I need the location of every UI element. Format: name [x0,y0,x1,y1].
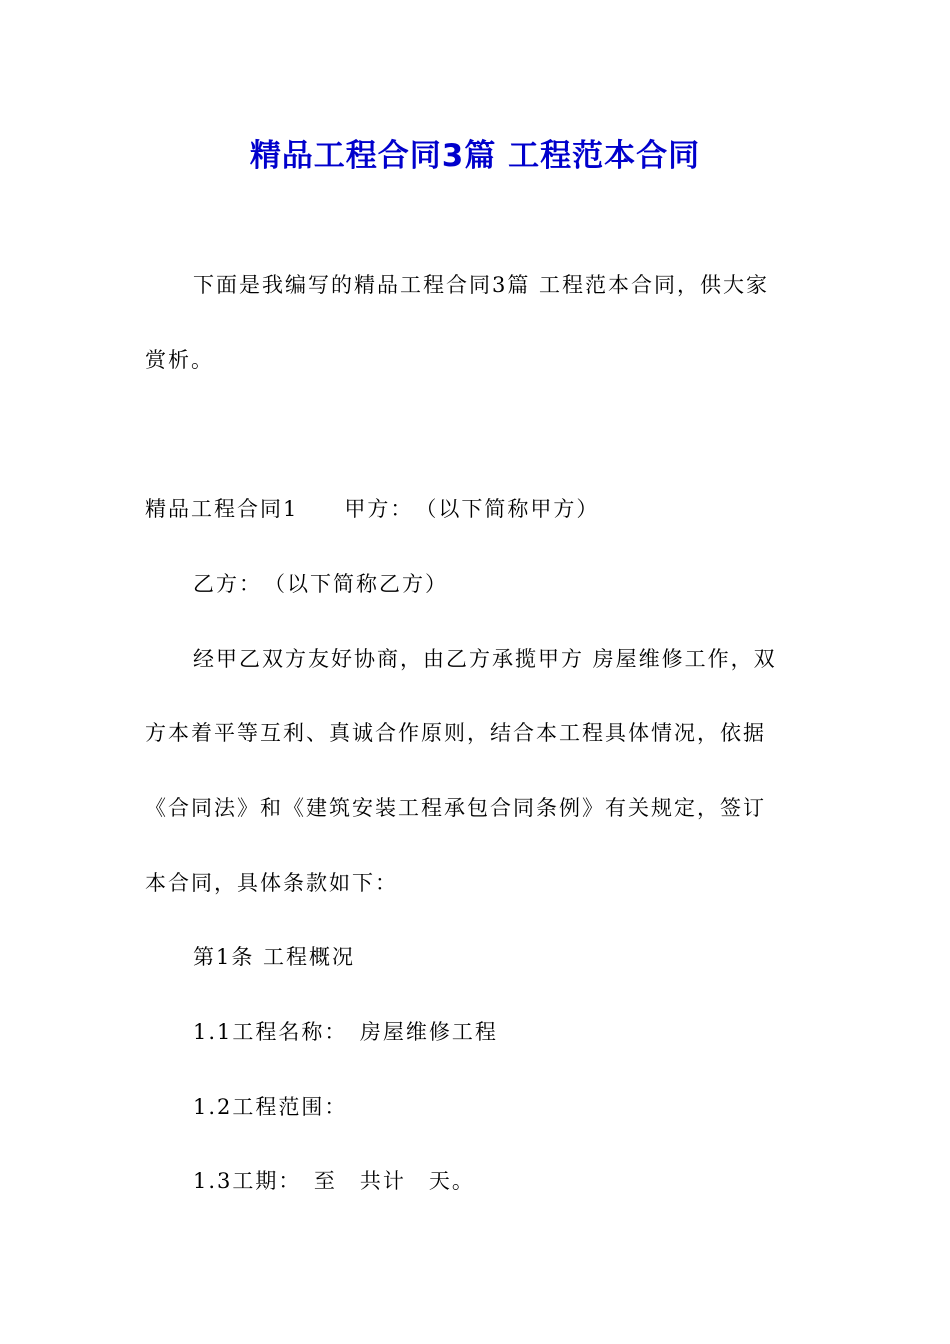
item-line: 1.1工程名称： 房屋维修工程 [193,1020,498,1044]
intro-line-1: 下面是我编写的精品工程合同3篇 工程范本合同，供大家 [193,273,770,297]
item-line: 1.2工程范围： [193,1095,348,1119]
paragraph-line-1: 经甲乙双方友好协商，由乙方承揽甲方 房屋维修工作，双 [193,647,777,671]
item-line: 1.3工期： 至 共计 天。 [193,1169,475,1193]
paragraph-line-3: 《合同法》和《建筑安装工程承包合同条例》有关规定，签订 [145,796,766,820]
section-heading: 精品工程合同1 甲方： （以下简称甲方） [145,497,600,521]
intro-line-2: 赏析。 [145,348,214,372]
party-b-line: 乙方： （以下简称乙方） [193,572,448,596]
document-title: 精品工程合同3篇 工程范本合同 [249,138,701,174]
article-heading: 第1条 工程概况 [193,945,356,969]
paragraph-line-4: 本合同，具体条款如下： [145,871,398,895]
paragraph-line-2: 方本着平等互利、真诚合作原则，结合本工程具体情况，依据 [145,721,766,745]
